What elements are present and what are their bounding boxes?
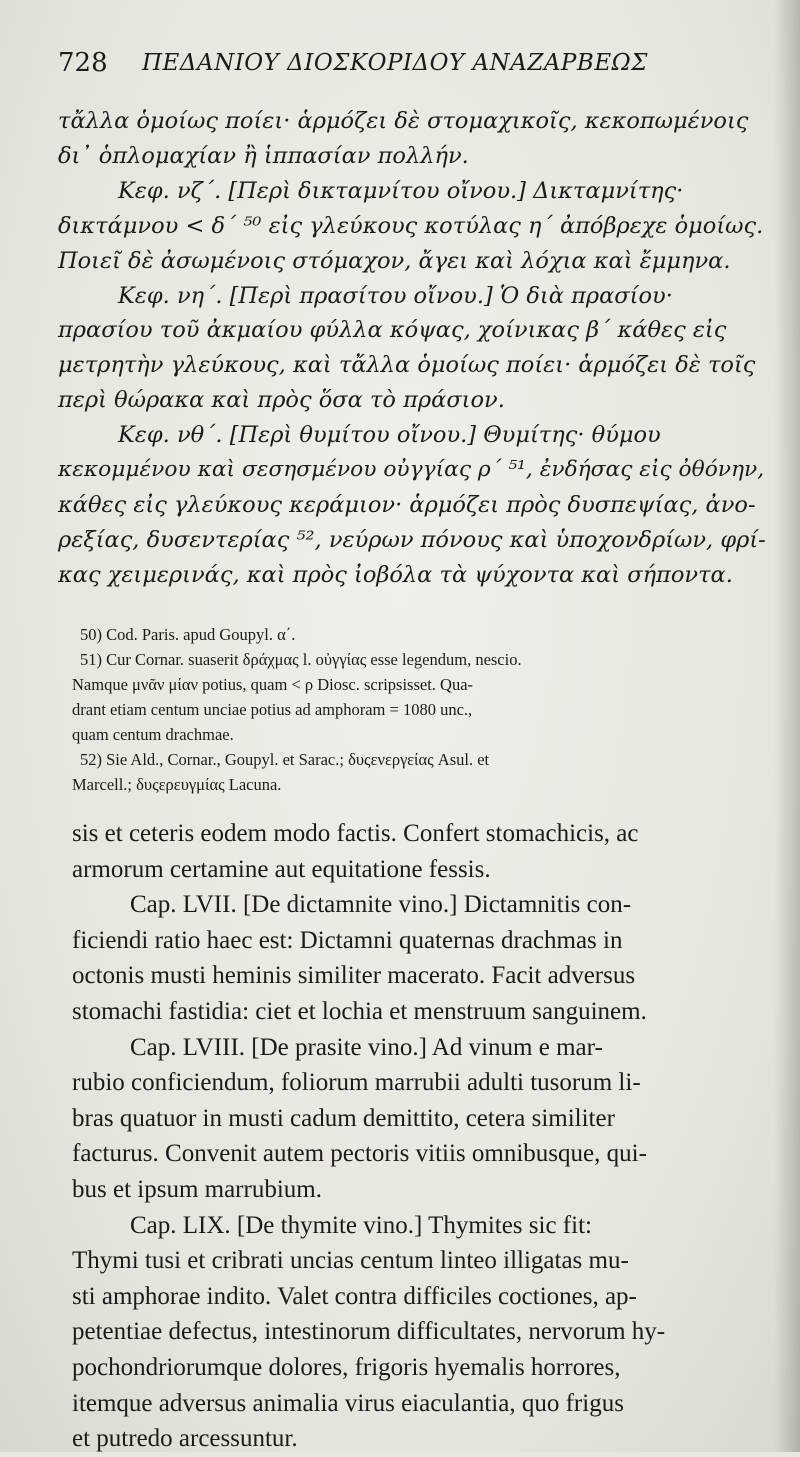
latin-line: pochondriorumque dolores, frigoris hyemalis horrores, (72, 1353, 621, 1381)
footnote-line: drant etiam centum unciae potius ad amphoram = 1080 unc., (72, 700, 473, 719)
footnote-line: Marcell.; δυςερευγμίας Lacuna. (72, 775, 282, 794)
latin-line: facturus. Convenit autem pectoris vitiis omnibusque, qui- (72, 1140, 647, 1168)
latin-chapter-heading: Cap. LVII. [De dictamnite vino.] Dictamnitis con- (130, 891, 632, 919)
latin-line: Thymi tusi et cribrati uncias centum linteo illigatas mu- (72, 1247, 629, 1275)
greek-line: δικτάμνου < δ΄ ⁵⁰ εἰς γλεύκους κοτύλας η΄ ἀπόβρεχε ὁμοίως. (58, 212, 764, 239)
greek-chapter-heading: Κεφ. νζ΄. [Περὶ δικταμνίτου οἴνου.] Δικταμνίτης· (118, 177, 684, 204)
greek-line: κάθες εἰς γλεύκους κεράμιον· ἁρμόζει πρὸς δυσπεψίας, ἀνο- (58, 491, 756, 518)
greek-text-block (58, 104, 768, 593)
latin-line: octonis musti heminis similiter macerato. Facit adversus (72, 962, 636, 990)
greek-line: ρεξίας, δυσεντερίας ⁵², νεύρων πόνους καὶ ὑποχονδρίων, φρί- (58, 526, 766, 553)
latin-line: stomachi fastidia: ciet et lochia et menstruum sanguinem. (72, 997, 647, 1025)
latin-line: rubio conficiendum, foliorum marrubii adulti tusorum li- (72, 1069, 641, 1097)
latin-line: petentiae defectus, intestinorum difficultates, nervorum hy- (72, 1318, 666, 1346)
greek-line: κεκομμένου καὶ σεσησμένου οὐγγίας ρ΄ ⁵¹, ἐνδήσας εἰς ὀθόνην, (58, 457, 765, 483)
latin-line: sis et ceteris eodem modo factis. Confert stomachicis, ac (72, 820, 639, 847)
footnote-line: Namque μνᾶν μίαν potius, quam < ρ Diosc. scripsisset. Qua- (72, 675, 474, 694)
latin-text-block (72, 816, 772, 1457)
greek-chapter-heading: Κεφ. νη΄. [Περὶ πρασίτου οἴνου.] Ὁ διὰ πρασίου· (118, 282, 673, 309)
latin-line: itemque adversus animalia virus eiaculantia, quo frigus (72, 1389, 624, 1417)
latin-line: ficiendi ratio haec est: Dictamni quaternas drachmas in (72, 926, 623, 954)
greek-line: δι᾿ ὁπλομαχίαν ἢ ἱππασίαν πολλήν. (58, 142, 469, 169)
footnote-50: 50) Cod. Paris. apud Goupyl. α΄. (80, 625, 296, 644)
latin-line: et putredo arcessuntur. (72, 1425, 298, 1453)
greek-line: περὶ θώρακα καὶ πρὸς ὅσα τὸ πράσιον. (58, 387, 505, 414)
greek-line: μετρητὴν γλεύκους, καὶ τἄλλα ὁμοίως ποίει· ἁρμόζει δὲ τοῖς (58, 352, 756, 379)
greek-line: πρασίου τοῦ ἀκμαίου φύλλα κόψας, χοίνικας β΄ κάθες εἰς (58, 317, 727, 344)
running-title: ΠΕΔΑΝΙΟΥ ΔΙΟΣΚΟΡΙΔΟΥ ΑΝΑΖΑΡΒΕΩΣ (142, 50, 648, 76)
page-number: 728 (58, 48, 108, 78)
footnote-51: 51) Cur Cornar. suaserit δράχμας l. οὐγγίας esse legendum, nescio. (80, 650, 522, 669)
latin-line: armorum certamine aut equitatione fessis. (72, 855, 491, 883)
page-header (58, 48, 758, 88)
latin-line: bus et ipsum marrubium. (72, 1175, 322, 1203)
latin-line: bras quatuor in musti cadum demittito, cetera similiter (72, 1104, 615, 1132)
latin-chapter-heading: Cap. LVIII. [De prasite vino.] Ad vinum e mar- (130, 1033, 603, 1061)
greek-line: Ποιεῖ δὲ ἀσωμένοις στόμαχον, ἄγει καὶ λόχια καὶ ἔμμηνα. (58, 247, 731, 274)
greek-line: κας χειμερινάς, καὶ πρὸς ἰοβόλα τὰ ψύχοντα καὶ σήποντα. (58, 561, 733, 588)
latin-chapter-heading: Cap. LIX. [De thymite vino.] Thymites sic fit: (130, 1211, 592, 1239)
footnote-52: 52) Sie Ald., Cornar., Goupyl. et Sarac.; δυςενεργείας Asul. et (80, 750, 490, 769)
latin-line: sti amphorae indito. Valet contra difficiles coctiones, ap- (72, 1282, 637, 1310)
binding-shadow (774, 0, 800, 1452)
greek-chapter-heading: Κεφ. νθ΄. [Περὶ θυμίτου οἴνου.] Θυμίτης· θύμου (118, 422, 661, 449)
footnote-line: quam centum drachmae. (72, 725, 234, 744)
greek-line: τἄλλα ὁμοίως ποίει· ἁρμόζει δὲ στομαχικοῖς, κεκοπωμένοις (58, 108, 749, 134)
footnotes (72, 622, 772, 797)
